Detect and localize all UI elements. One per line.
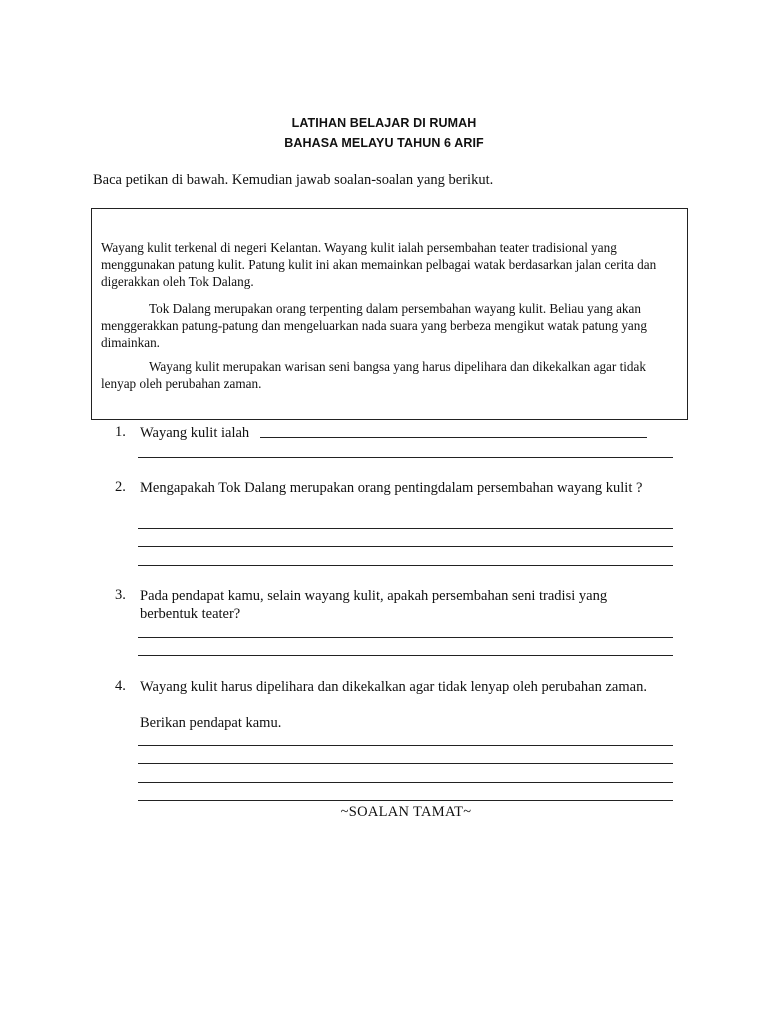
worksheet-subtitle: BAHASA MELAYU TAHUN 6 ARIF	[284, 136, 484, 150]
answer-line[interactable]	[138, 745, 673, 746]
passage-paragraph-2: Tok Dalang merupakan orang terpenting dalam persembahan wayang kulit. Beliau yang akan menggerakkan patung-patung dan mengeluarkan nada suara yang berbeza mengikut watak patung yang dimainkan.	[101, 301, 647, 350]
answer-line[interactable]	[260, 437, 647, 438]
question-text: Pada pendapat kamu, selain wayang kulit, apakah persembahan seni tradisi yang berbentuk teater?	[140, 588, 608, 622]
answer-line[interactable]	[138, 565, 673, 566]
passage-paragraph-3: Wayang kulit merupakan warisan seni bangsa yang harus dipelihara dan dikekalkan agar tidak lenyap oleh perubahan zaman.	[101, 359, 646, 391]
worksheet-title: LATIHAN BELAJAR DI RUMAH	[291, 116, 477, 130]
answer-line[interactable]	[138, 655, 673, 656]
question-text: Wayang kulit ialah	[140, 425, 250, 441]
passage-box	[91, 208, 688, 420]
end-of-questions-text: ~SOALAN TAMAT~	[340, 804, 472, 820]
answer-line[interactable]	[138, 457, 673, 458]
answer-line[interactable]	[138, 800, 673, 801]
question-number: 4.	[115, 678, 126, 694]
instruction-text: Baca petikan di bawah. Kemudian jawab soalan-soalan yang berikut.	[93, 172, 494, 188]
answer-line[interactable]	[138, 528, 673, 529]
question-text: Wayang kulit harus dipelihara dan dikekalkan agar tidak lenyap oleh perubahan zaman.	[140, 679, 647, 695]
answer-line[interactable]	[138, 637, 673, 638]
passage-paragraph-1: Wayang kulit terkenal di negeri Kelantan. Wayang kulit ialah persembahan teater tradisional yang menggunakan patung kulit. Patung kulit ini akan memainkan pelbagai watak berdasarkan jalan cerita dan digerakkan oleh Tok Dalang.	[101, 240, 657, 289]
question-number: 3.	[115, 587, 126, 603]
question-number: 2.	[115, 479, 126, 495]
answer-line[interactable]	[138, 546, 673, 547]
question-subtext: Berikan pendapat kamu.	[140, 715, 282, 731]
question-text: Mengapakah Tok Dalang merupakan orang pentingdalam persembahan wayang kulit ?	[140, 480, 643, 496]
answer-line[interactable]	[138, 763, 673, 764]
question-number: 1.	[115, 424, 126, 440]
answer-line[interactable]	[138, 782, 673, 783]
